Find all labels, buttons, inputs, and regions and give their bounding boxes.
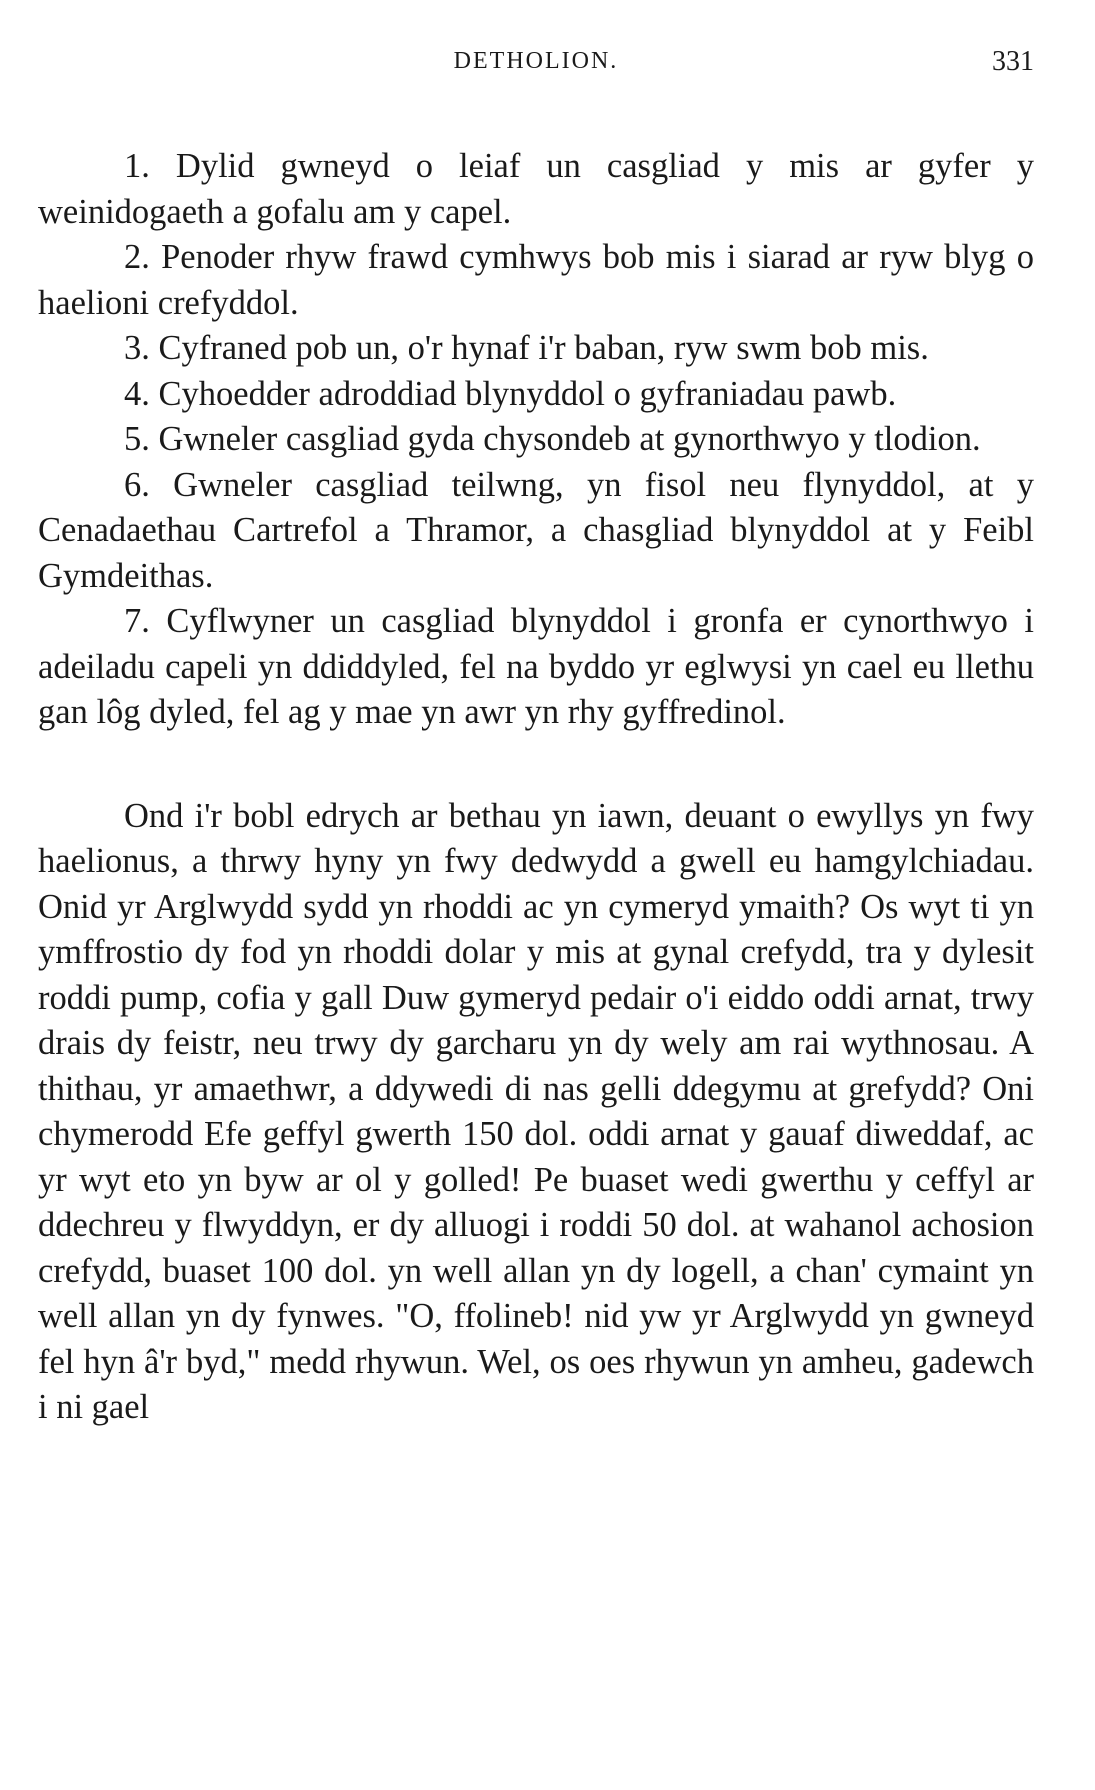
rule-number: 2. (124, 238, 150, 276)
rule-text: Cyhoedder adroddiad blynyddol o gyfraniadau pawb. (158, 374, 897, 413)
rule-number: 4. (124, 374, 150, 413)
rule-number: 5. (124, 420, 150, 458)
rule-text: Dylid gwneyd o leiaf un casgliad y mis ar gyfer y weinidogaeth a gofalu am y capel. (38, 147, 1034, 231)
rule-text: Gwneler casgliad teilwng, yn fisol neu flynyddol, at y Cenadaethau Cartrefol a Thramor, a chasgliad blynyddol at y Feibl Gymdeithas. (38, 465, 1034, 595)
running-head (38, 42, 1034, 86)
rule-item (38, 463, 1034, 600)
rule-item (38, 144, 1034, 235)
book-page (38, 42, 1034, 1465)
rule-text: Cyflwyner un casgliad blynyddol i gronfa er cynorthwyo i adeiladu capeli yn ddiddyled, fel na byddo yr eglwysi yn cael eu llethu gan lôg dyled, fel ag y mae yn awr yn rhy gyffredinol. (38, 602, 1034, 731)
rule-item (38, 372, 1034, 418)
rule-number: 1. (124, 147, 150, 185)
rule-number: 7. (124, 602, 150, 640)
rule-text: Penoder rhyw frawd cymhwys bob mis i siarad ar ryw blyg o haelioni crefyddol. (38, 238, 1035, 322)
rule-number: 6. (124, 465, 150, 504)
rule-number: 3. (124, 329, 150, 367)
running-title: DETHOLION. (453, 48, 619, 74)
body-paragraph: Ond i'r bobl edrych ar bethau yn iawn, deuant o ewyllys yn fwy haelionus, a thrwy hyny yn fwy dedwydd a gwell eu hamgylchiadau. Onid yr Arglwydd sydd yn rhoddi ac yn cymeryd ymaith? Os wyt ti yn ymffrostio dy fod yn rhoddi dolar y mis at gynal crefydd, tra y dylesit roddi pump, cofia y gall Duw gymeryd pedair o'i eiddo oddi arnat, trwy drais dy feistr, neu trwy dy garcharu yn dy wely am rai wythnosau. A thithau, yr amaethwr, a ddywedi di nas gelli ddegymu at grefydd? Oni chymerodd Efe geffyl gwerth 150 dol. oddi arnat y gauaf diweddaf, ac yr wyt eto yn byw ar ol y golled! Pe buaset wedi gwerthu y ceffyl ar ddechreu y flwyddyn, er dy alluogi i roddi 50 dol. at wahanol achosion crefydd, buaset 100 dol. yn well allan yn dy logell, a chan' cymaint yn well allan yn dy fynwes. "O, ffolineb! nid yw yr Arglwydd yn gwneyd fel hyn â'r byd," medd rhywun. Wel, os oes rhywun yn amheu, gadewch i ni gael (38, 796, 1034, 1426)
numbered-rules-list (38, 144, 1034, 736)
rule-item (38, 417, 1034, 463)
rule-text: Cyfraned pob un, o'r hynaf i'r baban, ryw swm bob mis. (158, 329, 929, 367)
rule-item (38, 326, 1034, 372)
page-number: 331 (992, 46, 1034, 77)
rule-item (38, 235, 1034, 326)
rule-text: Gwneler casgliad gyda chysondeb at gynorthwyo y tlodion. (158, 420, 981, 458)
rule-item (38, 599, 1034, 736)
